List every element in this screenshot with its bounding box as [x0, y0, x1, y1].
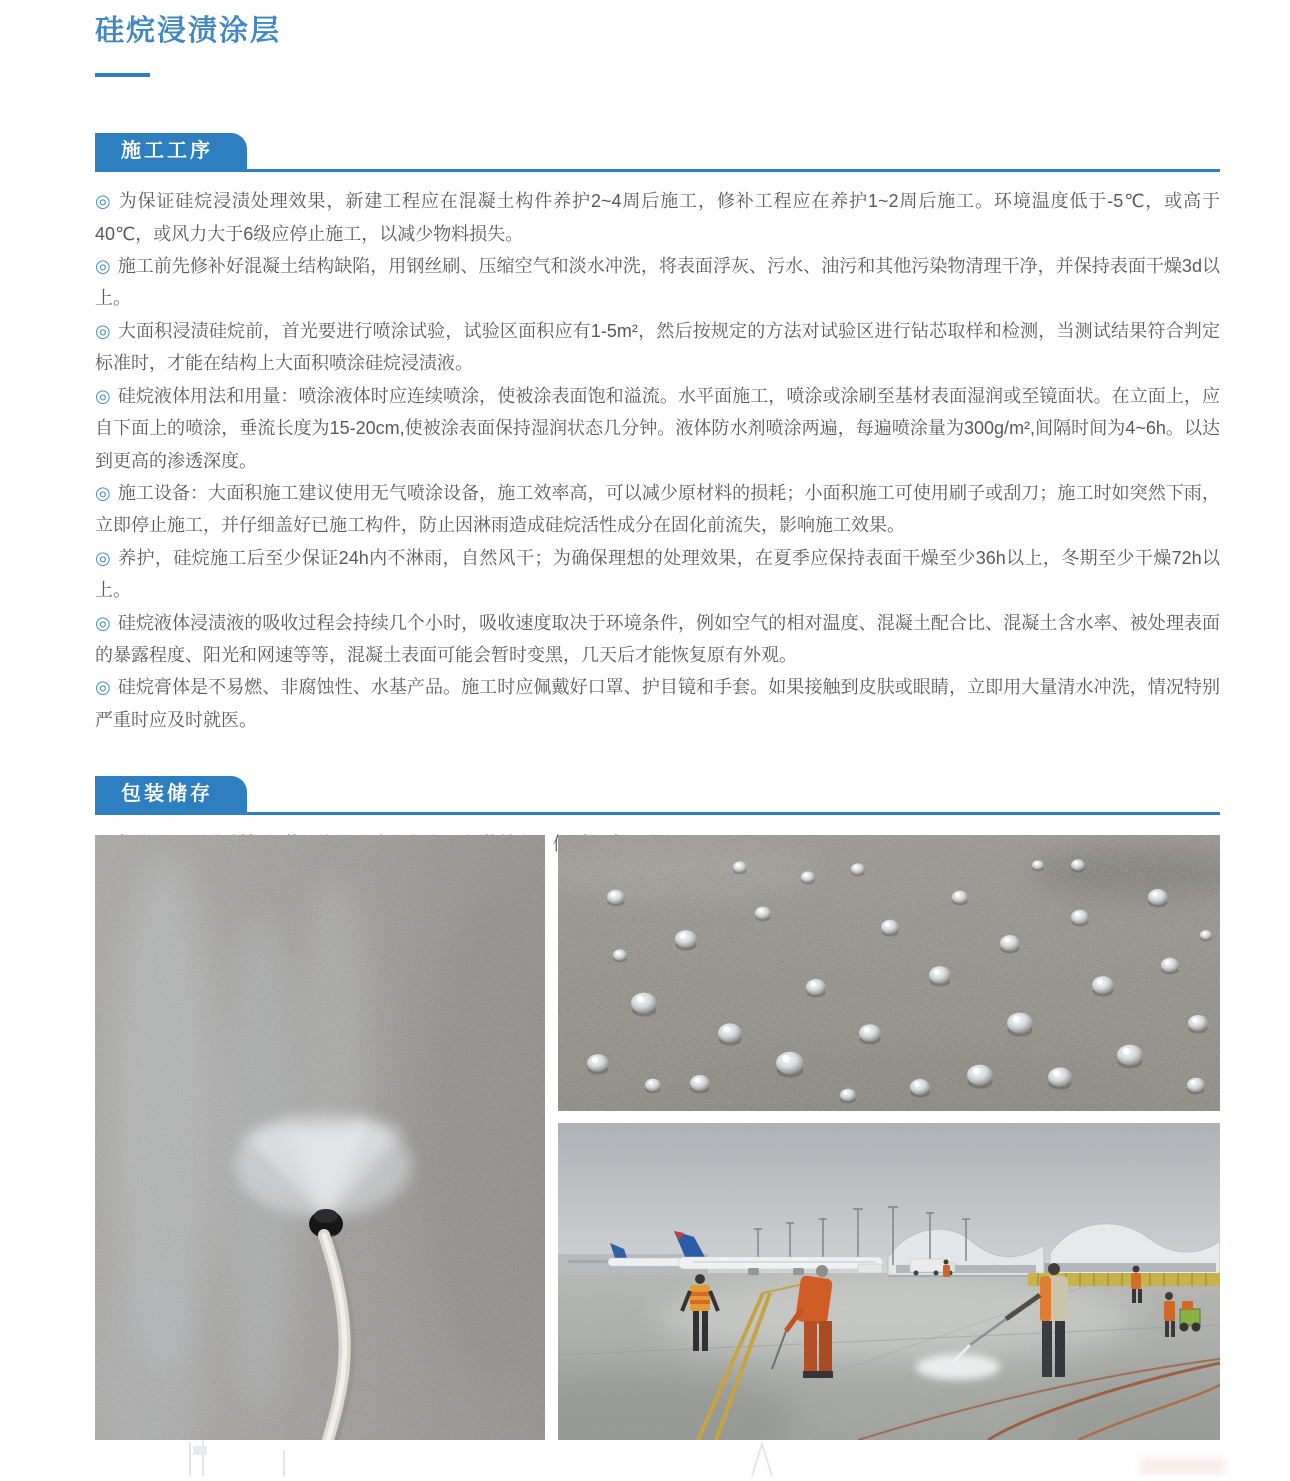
bullet-text: 大面积浸渍硅烷前，首光要进行喷涂试验，试验区面积应有1-5m²，然后按规定的方法对试验区进行钻芯取样和检测，当测试结果符合判定标准时，才能在结构上大面积喷涂硅烷浸渍液。 — [95, 320, 1220, 374]
photo-concrete-wall-spray — [95, 835, 545, 1440]
bullet-icon: ◎ — [95, 385, 111, 406]
bullet-icon: ◎ — [95, 482, 111, 503]
bullet-item — [95, 607, 1220, 672]
bullet-icon: ◎ — [95, 612, 111, 633]
bullet-icon: ◎ — [95, 677, 111, 698]
section-header-packaging — [95, 776, 1220, 815]
section-header-construction — [95, 133, 1220, 172]
bullet-text: 硅烷液体用法和用量：喷涂液体时应连续喷涂，使被涂表面饱和溢流。水平面施工，喷涂或涂刷至基材表面湿润或至镜面状。在立面上，应自下面上的喷涂，垂流长度为15-20cm,使被涂表面保持湿润状态几分钟。液体防水剂喷涂两遍，每遍喷涂量为300g/m²,间隔时间为4~6h。以达到更高的渗透深度。 — [95, 385, 1220, 471]
construction-bullet-list — [95, 185, 1220, 736]
photo-airport-apron-spray — [558, 1123, 1220, 1440]
bullet-icon: ◎ — [95, 191, 112, 212]
bullet-icon: ◎ — [95, 256, 111, 277]
footer-watermark-decoration — [0, 1440, 1290, 1476]
bullet-icon: ◎ — [95, 547, 112, 568]
bullet-text: 硅烷液体浸渍液的吸收过程会持续几个小时，吸收速度取决于环境条件，例如空气的相对温度、混凝土配合比、混凝土含水率、被处理表面的暴露程度、阳光和网速等等，混凝土表面可能会暂时变黑，几天后才能恢复原有外观。 — [95, 612, 1220, 665]
bullet-text: 硅烷膏体是不易燃、非腐蚀性、水基产品。施工时应佩戴好口罩、护目镜和手套。如果接触到皮肤或眼睛，立即用大量清水冲洗，情况特别严重时应及时就医。 — [95, 677, 1220, 730]
bullet-text: 施工设备：大面积施工建议使用无气喷涂设备，施工效率高，可以减少原材料的损耗；小面积施工可使用刷子或刮刀；施工时如突然下雨，立即停止施工，并仔细盖好已施工构件，防止因淋雨造成硅烷活性成分在固化前流失，影响施工效果。 — [95, 482, 1220, 536]
concrete-wall-spray-image — [95, 835, 545, 1440]
title-underline — [95, 73, 150, 77]
bullet-item — [95, 315, 1220, 380]
bullet-item — [95, 250, 1220, 315]
bullet-item — [95, 671, 1220, 736]
bullet-item — [95, 185, 1220, 250]
section-heading-label: 施工工序 — [121, 140, 213, 163]
water-beading-image — [558, 835, 1220, 1111]
bullet-text: 养护，硅烷施工后至少保证24h内不淋雨，自然风干；为确保理想的处理效果，在夏季应保持表面干燥至少36h以上，冬期至少干燥72h以上。 — [95, 547, 1220, 601]
section-heading-badge-packaging — [95, 776, 247, 812]
page-title: 硅烷浸渍涂层 — [95, 15, 282, 47]
section-heading-badge-construction — [95, 133, 247, 169]
document-content — [95, 0, 1220, 861]
bullet-text: 施工前先修补好混凝土结构缺陷，用钢丝刷、压缩空气和淡水冲洗，将表面浮灰、污水、油污和其他污染物清理干净，并保持表面干燥3d以上。 — [95, 256, 1220, 309]
photo-gallery — [95, 835, 1220, 1440]
bullet-text: 为保证硅烷浸渍处理效果，新建工程应在混凝土构件养护2~4周后施工，修补工程应在养护1~2周后施工。环境温度低于-5℃，或高于40℃，或风力大于6级应停止施工，以减少物料损失。 — [95, 191, 1220, 244]
photo-water-beading — [558, 835, 1220, 1111]
airport-apron-image — [558, 1123, 1220, 1440]
bullet-item — [95, 542, 1220, 607]
bullet-item — [95, 380, 1220, 477]
bullet-item — [95, 477, 1220, 542]
section-heading-label: 包装储存 — [121, 783, 213, 806]
bullet-icon: ◎ — [95, 320, 111, 341]
